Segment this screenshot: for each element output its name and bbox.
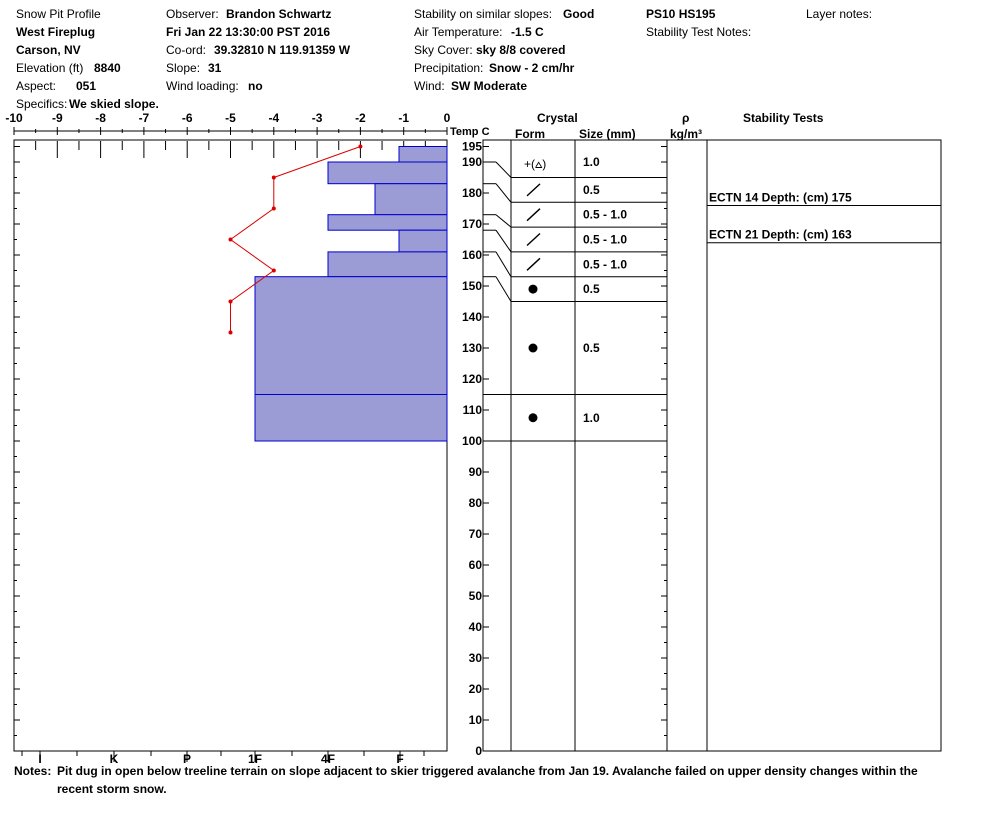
precip-value: Snow - 2 cm/hr [489,61,575,75]
density-unit: kg/m³ [670,127,703,141]
temp-tick-label: -7 [138,111,150,125]
state: Carson, NV [16,43,81,57]
crystal-size-label: 1.0 [583,410,600,425]
air-temp-label: Air Temperature: [414,25,503,39]
hardness-layer-bar [399,230,447,252]
wind-value: SW Moderate [451,79,528,93]
height-tick-label: 90 [468,465,482,479]
temp-tick-label: -8 [95,111,106,125]
size-column-header: Size (mm) [579,127,636,141]
coord-label: Co-ord: [166,43,207,57]
temperature-point [358,145,362,149]
height-tick-label: 150 [461,279,482,293]
crystal-column-header: Crystal [537,111,578,125]
slope-value: 31 [208,61,222,75]
profile-title: Snow Pit Profile [16,7,101,21]
facet-form-icon [527,184,540,196]
density-symbol: ρ [682,111,690,125]
layer-notes-label: Layer notes: [806,7,873,21]
stability-test-notes-label: Stability Test Notes: [646,25,752,39]
temperature-point [229,238,233,242]
stability-label: Stability on similar slopes: [414,7,553,21]
layer-connector [496,162,511,178]
height-tick-label: 60 [468,558,482,572]
aspect-value: 051 [76,79,97,93]
coord-value: 39.32810 N 119.91359 W [214,43,351,57]
hardness-tick-label: F [396,752,404,766]
facet-form-icon [527,209,540,221]
observer-label: Observer: [166,7,219,21]
crystal-size-label: 0.5 - 1.0 [583,207,628,222]
crystal-size-label: 0.5 [583,282,600,297]
observer-value: Brandon Schwartz [226,7,332,21]
profile-plot-border [14,140,447,751]
temp-tick-label: -3 [311,111,323,125]
temp-tick-label: -4 [268,111,280,125]
wind-loading-value: no [248,79,263,93]
temperature-point [229,300,233,304]
elevation-label: Elevation (ft) [16,61,84,75]
height-tick-label: 110 [462,403,482,417]
crystal-size-label: 0.5 [583,182,600,197]
elevation-value: 8840 [94,61,121,75]
height-tick-label: 40 [468,620,482,634]
height-tick-label: 20 [468,682,482,696]
temp-tick-label: -9 [51,111,63,125]
height-tick-label: 130 [461,341,482,355]
crystal-size-label: 0.5 - 1.0 [583,232,628,247]
hardness-layer-bar [255,277,447,395]
notes-line-1: Pit dug in open below treeline terrain on slope adjacent to skier triggered avalanche from Jan 19. Avalanche failed on upper density changes within the [57,764,918,778]
temp-tick-label: -5 [225,111,236,125]
facet-form-icon [527,258,540,270]
form-column-header: Form [515,127,545,141]
hardness-layer-bar [328,162,447,184]
facet-form-icon [527,234,540,246]
hardness-layer-bar [328,215,447,231]
notes-line-2: recent storm snow. [57,782,167,796]
hardness-layer-bar [328,252,447,277]
specifics-value: We skied slope. [69,97,159,111]
sky-label: Sky Cover: [414,43,473,57]
height-tick-label: 160 [461,248,482,262]
layer-connector [496,277,511,302]
height-tick-label: 80 [468,496,482,510]
stability-test-result: ECTN 14 Depth: (cm) 175 [709,190,852,205]
layer-connector [496,230,511,252]
height-tick-label: 190 [461,155,482,169]
temp-tick-label: 0 [443,111,451,125]
crystal-size-label: 1.0 [583,155,600,169]
location: West Fireplug [16,25,96,39]
datetime: Fri Jan 22 13:30:00 PST 2016 [166,25,331,39]
stability-test-result: ECTN 21 Depth: (cm) 163 [709,227,852,242]
temp-tick-label: -1 [398,111,410,125]
crystal-size-label: 0.5 - 1.0 [583,257,628,272]
height-tick-label: 30 [468,651,482,665]
air-temp-value: -1.5 C [511,25,544,39]
stability-tests-header: Stability Tests [743,111,824,125]
layer-connector [496,184,511,203]
height-tick-label: 120 [461,372,482,386]
hardness-tick-label: P [182,752,192,766]
hardness-tick-label: 4F [320,752,336,766]
slope-label: Slope: [166,61,201,75]
temperature-point [272,176,276,180]
temp-tick-label: -10 [5,111,23,125]
precip-label: Precipitation: [414,61,484,75]
temperature-point [229,331,233,335]
specifics-label: Specifics: [16,97,68,111]
wind-loading-label: Wind loading: [166,79,239,93]
height-tick-label: 195 [461,139,482,154]
temp-tick-label: -6 [181,111,193,125]
hardness-layer-bar [375,184,447,215]
height-tick-label: 170 [461,217,482,231]
height-tick-label: 180 [461,186,482,200]
layer-connector [496,252,511,277]
aspect-label: Aspect: [16,79,57,93]
rounded-grain-icon [529,285,538,294]
height-tick-label: 70 [468,527,482,541]
notes-label: Notes: [14,764,52,778]
sky-value: sky 8/8 covered [476,43,566,57]
height-tick-label: 0 [475,744,482,758]
hardness-tick-label: I [38,752,42,766]
height-tick-label: 50 [468,589,482,603]
temperature-point [272,269,276,273]
temp-column-header: Temp C [450,126,490,138]
wind-label: Wind: [414,79,445,93]
hardness-layer-bar [399,147,447,163]
layer-connector [496,215,511,227]
stability-value: Good [563,7,595,21]
hardness-tick-label: 1F [247,752,263,766]
crystal-size-label: 0.5 [583,341,600,355]
hardness-layer-bar [255,395,447,442]
height-tick-label: 140 [461,310,482,324]
temp-tick-label: -2 [355,111,366,125]
rounded-grain-icon [529,413,538,422]
new-snow-form-icon: +(⩟) [524,157,547,171]
temperature-point [272,207,276,211]
rounded-grain-icon [529,344,538,353]
hardness-tick-label: K [109,752,119,766]
height-tick-label: 10 [468,713,482,727]
ps-hs: PS10 HS195 [646,7,716,21]
height-tick-label: 100 [461,434,482,448]
